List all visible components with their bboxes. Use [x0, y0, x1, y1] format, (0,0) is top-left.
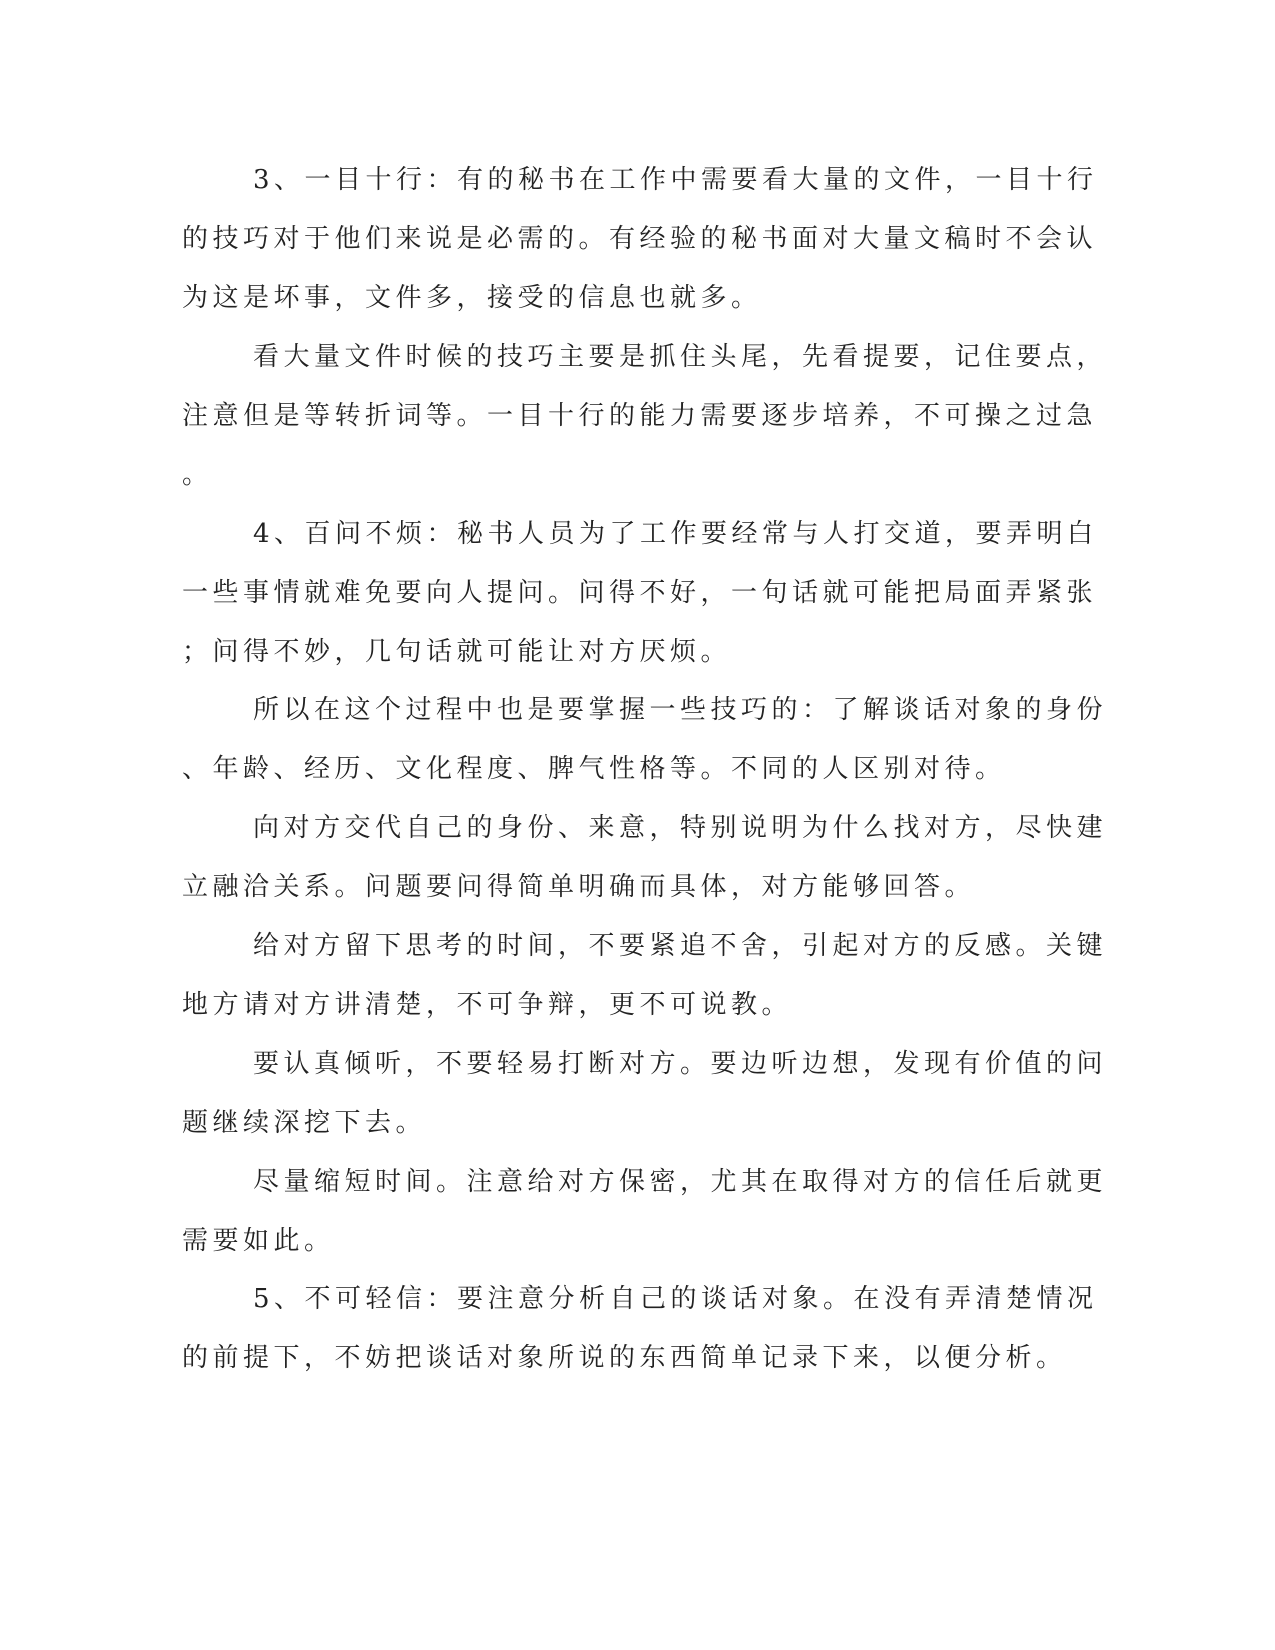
- paragraph-listen-line-2: 题继续深挖下去。: [182, 1108, 427, 1138]
- paragraph-think-line-1: 给对方留下思考的时间，不要紧追不舍，引起对方的反感。关键: [253, 931, 1108, 961]
- paragraph-skim-line-1: 看大量文件时候的技巧主要是抓住头尾，先看提要，记住要点，: [253, 342, 1108, 372]
- paragraph-4-line-2: 一些事情就难免要向人提问。问得不好，一句话就可能把局面弄紧张: [182, 578, 1098, 608]
- paragraph-4-line-1: 4、百问不烦：秘书人员为了工作要经常与人打交道，要弄明白: [253, 519, 1098, 549]
- paragraph-time-line-2: 需要如此。: [182, 1226, 335, 1256]
- paragraph-intro-line-2: 立融洽关系。问题要问得简单明确而具体，对方能够回答。: [182, 872, 976, 902]
- paragraph-skills-line-1: 所以在这个过程中也是要掌握一些技巧的：了解谈话对象的身份: [253, 695, 1108, 725]
- paragraph-skim-line-3: 。: [182, 460, 213, 490]
- paragraph-skills-line-2: 、年龄、经历、文化程度、脾气性格等。不同的人区别对待。: [182, 754, 1006, 784]
- paragraph-intro-line-1: 向对方交代自己的身份、来意，特别说明为什么找对方，尽快建: [253, 813, 1108, 843]
- paragraph-5-line-2: 的前提下，不妨把谈话对象所说的东西简单记录下来，以便分析。: [182, 1343, 1067, 1373]
- paragraph-5-line-1: 5、不可轻信：要注意分析自己的谈话对象。在没有弄清楚情况: [253, 1284, 1098, 1314]
- paragraph-time-line-1: 尽量缩短时间。注意给对方保密，尤其在取得对方的信任后就更: [253, 1167, 1108, 1197]
- paragraph-3-line-3: 为这是坏事，文件多，接受的信息也就多。: [182, 283, 762, 313]
- paragraph-3-line-2: 的技巧对于他们来说是必需的。有经验的秘书面对大量文稿时不会认: [182, 224, 1098, 254]
- paragraph-4-line-3: ；问得不妙，几句话就可能让对方厌烦。: [182, 637, 732, 667]
- paragraph-skim-line-2: 注意但是等转折词等。一目十行的能力需要逐步培养，不可操之过急: [182, 401, 1098, 431]
- paragraph-listen-line-1: 要认真倾听，不要轻易打断对方。要边听边想，发现有价值的问: [253, 1049, 1108, 1079]
- paragraph-3-line-1: 3、一目十行：有的秘书在工作中需要看大量的文件，一目十行: [253, 165, 1098, 195]
- paragraph-think-line-2: 地方请对方讲清楚，不可争辩，更不可说教。: [182, 990, 793, 1020]
